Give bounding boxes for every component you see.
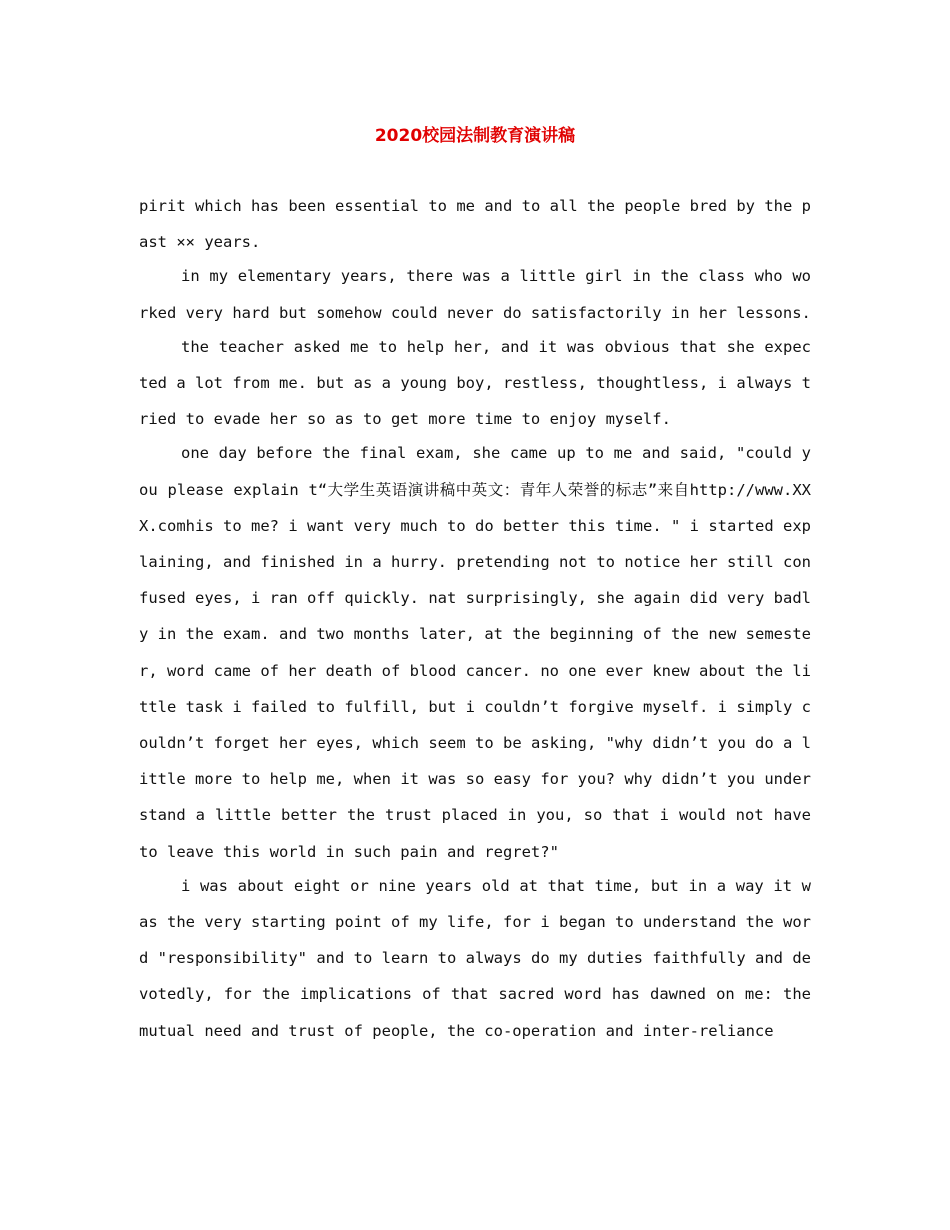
paragraph-5: i was about eight or nine years old at that time, but in a way it was the very starting point of my life, for i began to understand the word "responsibility" and to learn to always do my duties faithfully and devotedly, for the implications of that sacred word has dawned on me: the mutual need and trust of people, the co-operation and inter-reliance xyxy=(139,876,811,1040)
paragraph-1: pirit which has been essential to me and to all the people bred by the past ×× years. xyxy=(139,197,811,252)
document-title: 2020校园法制教育演讲稿 xyxy=(374,126,576,146)
paragraph-4: one day before the final exam, she came up to me and said, "could you please explain t“大学生英语演讲稿中英文：青年人荣誉的标志”来自http://www.XXX.comhis to me? i want very much to do better this time. " i started explaining, and finished in a hurry. pretending not to notice her still confused eyes, i ran off quickly. nat surprisingly, she again did very badly in the exam. and two months later, at the beginning of the new semester, word came of her death of blood cancer. no one ever knew about the little task i failed to fulfill, but i couldn’t forgive myself. i simply couldn’t forget her eyes, which seem to be asking, "why didn’t you do a little more to help me, when it was so easy for you? why didn’t you understand a little better the trust placed in you, so that i would not have to leave this world in such pain and regret?" xyxy=(139,444,811,861)
paragraph-3: the teacher asked me to help her, and it was obvious that she expected a lot from me. but as a young boy, restless, thoughtless, i always tried to evade her so as to get more time to enjoy myself. xyxy=(139,337,811,429)
paragraph-2: in my elementary years, there was a little girl in the class who worked very hard but somehow could never do satisfactorily in her lessons. xyxy=(139,267,811,322)
document-body xyxy=(139,188,811,1047)
